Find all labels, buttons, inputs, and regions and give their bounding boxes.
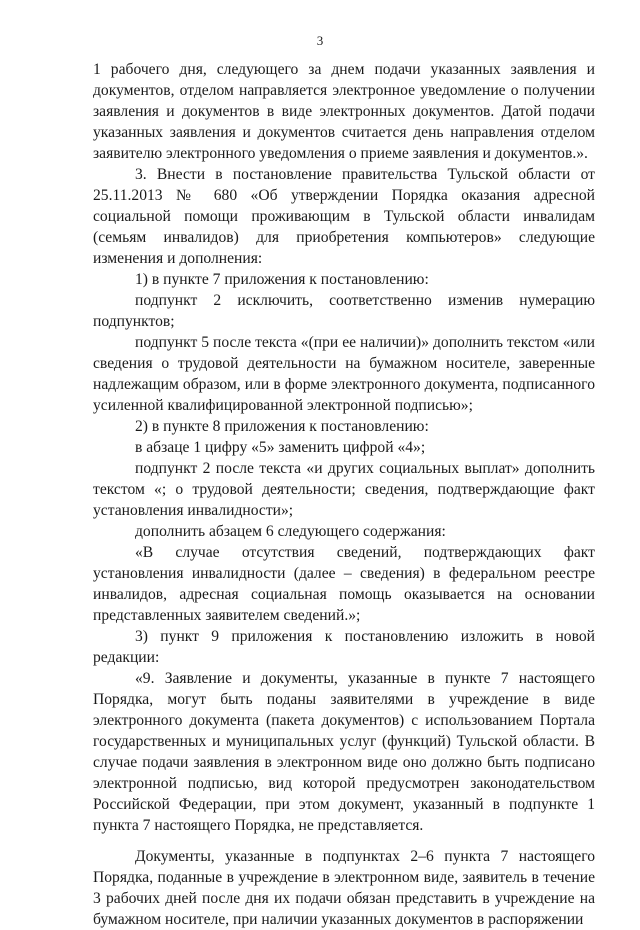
paragraph-subitem-1-a: подпункт 2 исключить, соответственно изменив нумерацию подпунктов; (93, 292, 595, 330)
paragraph-subitem-1: 1) в пункте 7 приложения к постановлению: (135, 271, 429, 288)
paragraph-subitem-2-c: дополнить абзацем 6 следующего содержания: (135, 523, 446, 540)
paragraph-continuation: 1 рабочего дня, следующего за днем подачи указанных заявления и документов, отделом направляется электронное уведомление о получении заявления и документов в виде электронных документов. Датой подачи указанных заявления и документов считается день направления отделом заявителю электронного уведомления о приеме заявления и документов.». (93, 61, 595, 162)
paragraph-subitem-2-b: подпункт 2 после текста «и других социальных выплат» дополнить текстом «; о трудовой деятельности; сведения, подтверждающие факт установления инвалидности»; (93, 460, 595, 519)
paragraph-quote-absence: «В случае отсутствия сведений, подтверждающих факт установления инвалидности (далее – сведения) в федеральном реестре инвалидов, адресная социальная помощь оказывается на основании представленных заявителем сведений.»; (93, 544, 595, 624)
paragraph-subitem-1-b: подпункт 5 после текста «(при ее наличии)» дополнить текстом «или сведения о трудовой деятельности на бумажном носителе, заверенные надлежащим образом, или в форме электронного документа, подписанного усиленной квалифицированной электронной подписью»; (93, 334, 595, 414)
paragraph-item-3: 3. Внести в постановление правительства Тульской области от 25.11.2013 № 680 «Об утверждении Порядка оказания адресной социальной помощи проживающим в Тульской области инвалидам (семьям инвалидов) для приобретения компьютеров» следующие изменения и дополнения: (93, 166, 595, 267)
page-number: 3 (316, 33, 324, 48)
paragraph-documents: Документы, указанные в подпунктах 2–6 пункта 7 настоящего Порядка, поданные в учреждение в электронном виде, заявитель в течение 3 рабочих дней после дня их подачи обязан представить в учреждение на бумажном носителе, при наличии указанных документов в распоряжении (93, 848, 595, 928)
paragraph-subitem-2-a: в абзаце 1 цифру «5» заменить цифрой «4»; (135, 439, 426, 456)
paragraph-subitem-3: 3) пункт 9 приложения к постановлению изложить в новой редакции: (93, 628, 595, 666)
paragraph-subitem-2: 2) в пункте 8 приложения к постановлению: (135, 418, 429, 435)
document-body (93, 59, 595, 930)
paragraph-item-9: «9. Заявление и документы, указанные в пункте 7 настоящего Порядка, могут быть поданы заявителями в учреждение в виде электронного документа (пакета документов) с использованием Портала государственных и муниципальных услуг (функций) Тульской области. В случае подачи заявления в электронном виде оно должно быть подписано электронной подписью, вид которой предусмотрен законодательством Российской Федерации, при этом документ, указанный в подпункте 1 пункта 7 настоящего Порядка, не представляется. (93, 670, 595, 834)
